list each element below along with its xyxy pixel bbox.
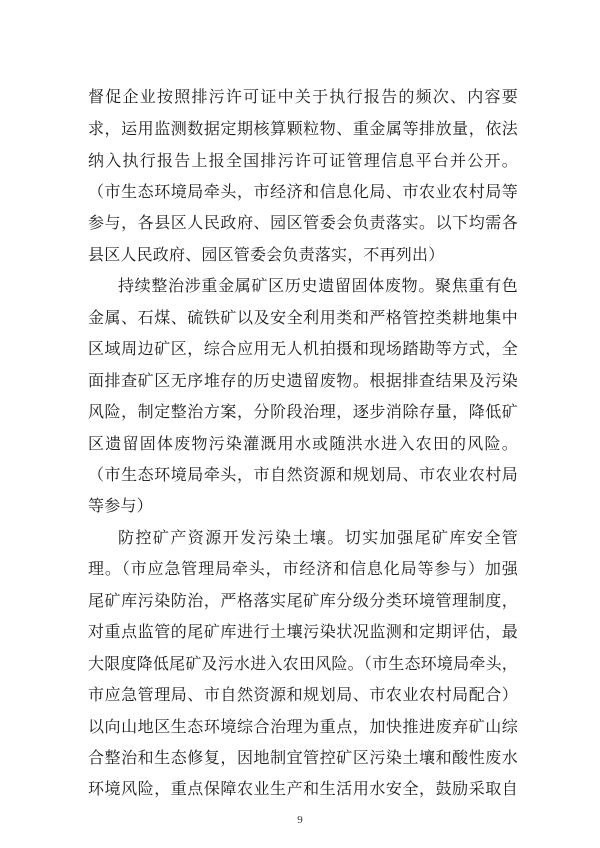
text-line: 县区人民政府、园区管委会负责落实，不再列出） xyxy=(88,245,445,264)
text-line: 纳入执行报告上报全国排污许可证管理信息平台并公开。 xyxy=(88,151,518,170)
paragraph-first-line: 持续整治涉重金属矿区历史遗留固体废物。聚焦重有色 xyxy=(118,276,518,295)
text-line: （市生态环境局牵头，市自然资源和规划局、市农业农村局 xyxy=(88,465,518,484)
text-line: 区域周边矿区，综合应用无人机拍摄和现场踏勘等方式，全 xyxy=(88,339,518,358)
text-line: 风险，制定整治方案，分阶段治理，逐步消除存量，降低矿 xyxy=(88,402,518,421)
text-line: 面排查矿区无序堆存的历史遗留废物。根据排查结果及污染 xyxy=(88,371,518,390)
text-line: 尾矿库污染防治，严格落实尾矿库分级分类环境管理制度， xyxy=(88,591,518,610)
text-line: 以向山地区生态环境综合治理为重点，加快推进废弃矿山综 xyxy=(88,717,518,736)
text-line: 督促企业按照排污许可证中关于执行报告的频次、内容要 xyxy=(88,87,518,106)
paragraph-first-line: 防控矿产资源开发污染土壤。切实加强尾矿库安全管 xyxy=(118,528,518,547)
text-line: 合整治和生态修复，因地制宜管控矿区污染土壤和酸性废水 xyxy=(88,748,518,767)
text-line: 市应急管理局、市自然资源和规划局、市农业农村局配合） xyxy=(88,685,518,704)
page-number: 9 xyxy=(297,814,303,826)
text-line: 理。（市应急管理局牵头，市经济和信息化局等参与）加强 xyxy=(88,559,518,578)
text-line: 区遗留固体废物污染灌溉用水或随洪水进入农田的风险。 xyxy=(88,434,518,453)
text-line: 环境风险，重点保障农业生产和生活用水安全，鼓励采取自 xyxy=(88,779,518,798)
text-line: 对重点监管的尾矿库进行土壤污染状况监测和定期评估，最 xyxy=(88,622,518,641)
text-line: 大限度降低尾矿及污水进入农田风险。（市生态环境局牵头， xyxy=(88,654,518,673)
text-line: 参与，各县区人民政府、园区管委会负责落实。以下均需各 xyxy=(88,213,518,232)
text-line: 金属、石煤、硫铁矿以及安全利用类和严格管控类耕地集中 xyxy=(88,308,518,327)
text-line: 求，运用监测数据定期核算颗粒物、重金属等排放量，依法 xyxy=(88,119,518,138)
text-line: （市生态环境局牵头，市经济和信息化局、市农业农村局等 xyxy=(88,182,518,201)
text-line: 等参与） xyxy=(88,496,153,515)
